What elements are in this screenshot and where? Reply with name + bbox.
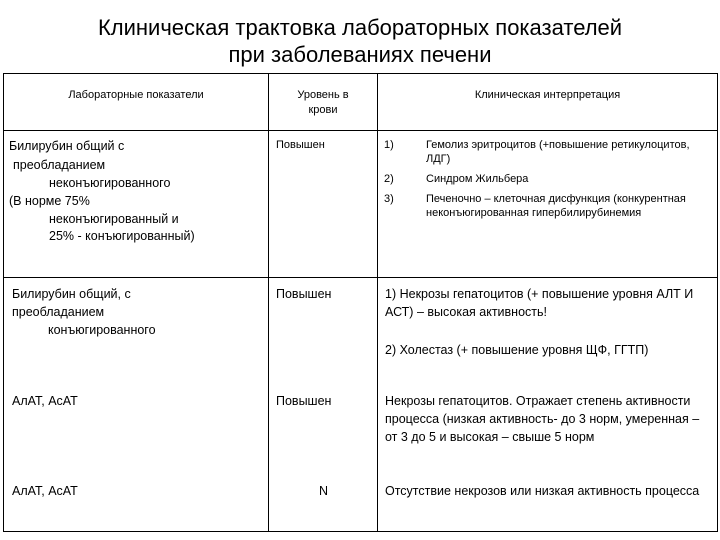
indicator-conjugated: Билирубин общий, с преобладанием конъюгированного bbox=[12, 287, 156, 337]
cell-level: Повышен bbox=[269, 131, 378, 278]
indicator-alt-ast-normal: АлАТ, АсАТ bbox=[12, 484, 78, 498]
title-line-2: при заболеваниях печени bbox=[228, 42, 492, 67]
list-item: 1) Гемолиз эритроцитов (+повышение ретикулоцитов, ЛДГ) bbox=[384, 139, 690, 165]
list-item: 3) Печеночно – клеточная дисфункция (конкурентная неконъюгированная гипербилирубинемия bbox=[384, 193, 686, 219]
interp-a2: 2) Холестаз (+ повышение уровня ЩФ, ГГТП) bbox=[385, 343, 649, 357]
interp-c: Отсутствие некрозов или низкая активность процесса bbox=[385, 484, 700, 498]
cell-interpretation bbox=[378, 278, 718, 532]
list-item: 2) Синдром Жильбера bbox=[384, 173, 529, 185]
level-c: N bbox=[319, 484, 329, 498]
interp-b: Некрозы гепатоцитов. Отражает степень активности процесса (низкая активность- до 3 норм, умеренная – от 3 до 5 и высокая – свыше 5 норм bbox=[385, 394, 700, 444]
header-row bbox=[4, 74, 718, 131]
table-row bbox=[4, 131, 718, 278]
page-title bbox=[0, 14, 720, 68]
level-a: Повышен bbox=[276, 287, 332, 301]
header-blood-level: Уровень в крови bbox=[269, 74, 378, 131]
interp-a1: 1) Некрозы гепатоцитов (+ повышение уровня АЛТ И АСТ) – высокая активность! bbox=[385, 287, 694, 319]
cell-indicator: Билирубин общий с преобладанием неконъюгированного (В норме 75% неконъюгированный и 25% - конъюгированный) bbox=[4, 131, 269, 278]
level-b: Повышен bbox=[276, 394, 332, 408]
table-row bbox=[4, 278, 718, 532]
cell-interpretation bbox=[378, 131, 718, 278]
indicator-alt-ast: АлАТ, АсАТ bbox=[12, 394, 78, 408]
cell-indicator bbox=[4, 278, 269, 532]
interpretation-list bbox=[378, 131, 717, 220]
cell-level bbox=[269, 278, 378, 532]
lab-table bbox=[3, 73, 718, 532]
title-line-1: Клиническая трактовка лабораторных показателей bbox=[97, 15, 623, 40]
header-interpretation: Клиническая интерпретация bbox=[378, 74, 718, 131]
header-indicators: Лабораторные показатели bbox=[4, 74, 269, 131]
